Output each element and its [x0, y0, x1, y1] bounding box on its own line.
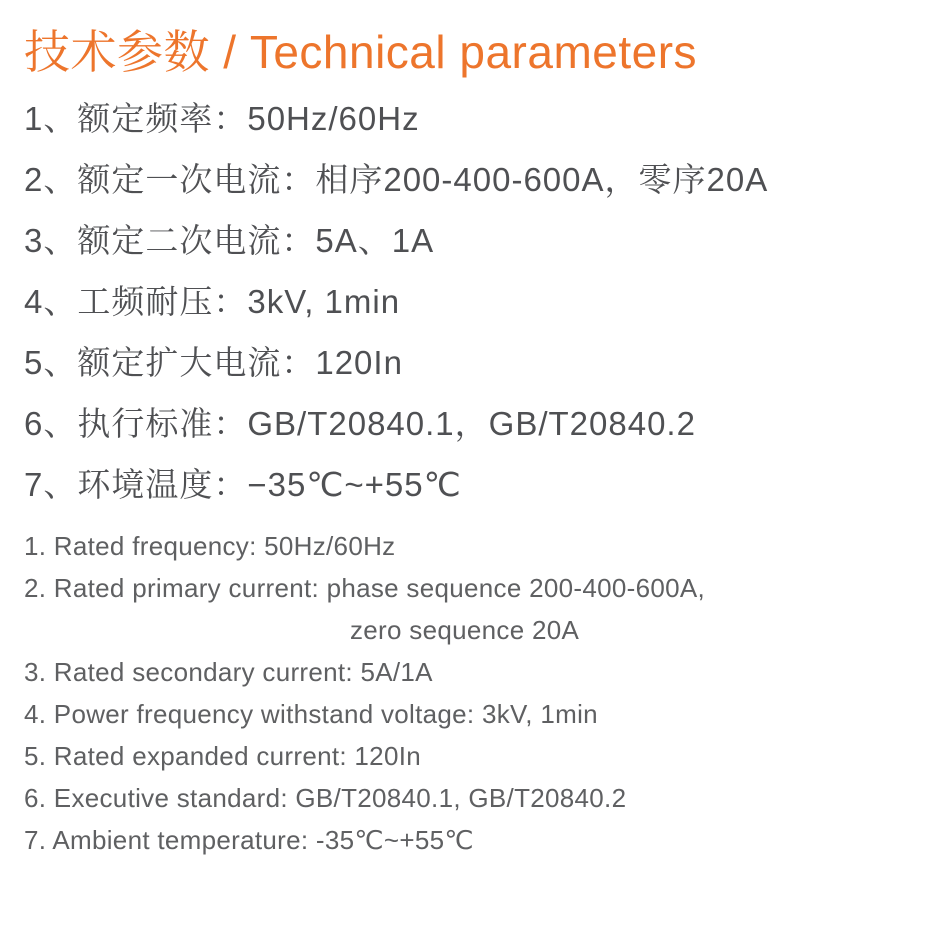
zh-parameter-ambient-temperature: 7、环境温度：−35℃~+55℃	[24, 465, 462, 503]
en-parameter-executive-standard: 6. Executive standard: GB/T20840.1, GB/T20840.2	[24, 782, 627, 813]
en-parameter-rated-primary-current-cont: zero sequence 20A	[350, 614, 580, 645]
zh-parameter-rated-frequency: 1、额定频率：50Hz/60Hz	[24, 99, 420, 137]
en-parameter-ambient-temperature: 7. Ambient temperature: -35℃~+55℃	[24, 824, 474, 855]
chinese-parameter-list	[24, 88, 914, 515]
en-parameter-withstand-voltage: 4. Power frequency withstand voltage: 3kV, 1min	[24, 698, 598, 729]
en-parameter-rated-primary-current: 2. Rated primary current: phase sequence 200-400-600A,	[24, 572, 706, 603]
zh-parameter-rated-secondary-current: 3、额定二次电流：5A、1A	[24, 221, 435, 259]
zh-parameter-withstand-voltage: 4、工频耐压：3kV, 1min	[24, 282, 401, 320]
zh-parameter-rated-primary-current: 2、额定一次电流：相序200-400-600A，零序20A	[24, 160, 769, 198]
zh-parameter-rated-expanded-current: 5、额定扩大电流：120In	[24, 343, 403, 381]
en-parameter-rated-frequency: 1. Rated frequency: 50Hz/60Hz	[24, 530, 396, 561]
english-parameter-list	[24, 525, 914, 861]
page-title: 技术参数 / Technical parameters	[24, 26, 698, 78]
en-parameter-rated-expanded-current: 5. Rated expanded current: 120In	[24, 740, 421, 771]
zh-parameter-executive-standard: 6、执行标准：GB/T20840.1，GB/T20840.2	[24, 404, 696, 442]
en-parameter-rated-secondary-current: 3. Rated secondary current: 5A/1A	[24, 656, 433, 687]
